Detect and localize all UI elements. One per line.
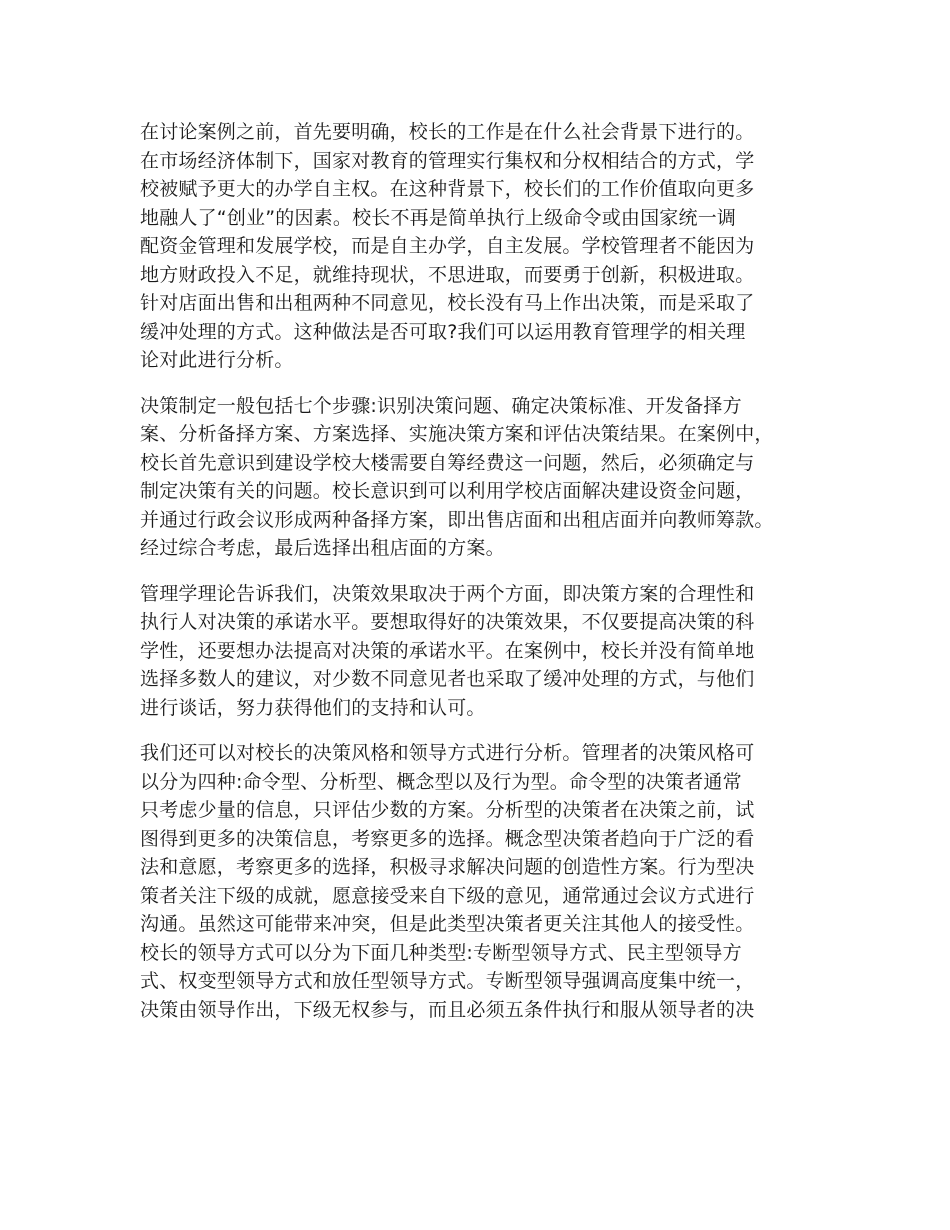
paragraph-decision-steps	[140, 392, 840, 563]
text-line: 制定决策有关的问题。校长意识到可以利用学校店面解决建设资金问题，	[140, 480, 755, 502]
text-line: 执行人对决策的承诺水平。要想取得好的决策效果，不仅要提高决策的科	[140, 611, 755, 633]
text-line: 校长的领导方式可以分为下面几种类型:专断型领导方式、民主型领导方	[140, 941, 742, 964]
text-line: 在市场经济体制下，国家对教育的管理实行集权和分权相结合的方式，学	[140, 149, 755, 172]
paragraph-context	[140, 118, 840, 375]
text-line: 决策由领导作出，下级无权参与，而且必须五条件执行和服从领导者的决	[140, 998, 755, 1021]
text-line: 管理学理论告诉我们，决策效果取决于两个方面，即决策方案的合理性和	[140, 582, 755, 605]
text-line: 地方财政投入不足，就维持现状，不思进取，而要勇于创新，积极进取。	[140, 263, 755, 286]
text-line: 校被赋予更大的办学自主权。在这种背景下，校长们的工作价值取向更多	[140, 178, 755, 200]
paragraph-decision-effect	[140, 580, 840, 723]
text-line: 案、分析备择方案、方案选择、实施决策方案和评估决策结果。在案例中，	[140, 423, 774, 445]
text-line: 策者关注下级的成就，愿意接受来自下级的意见，通常通过会议方式进行	[140, 884, 755, 907]
text-line: 针对店面出售和出租两种不同意见，校长没有马上作出决策，而是采取了	[140, 292, 755, 314]
document-body	[140, 118, 840, 1041]
text-line: 图得到更多的决策信息，考察更多的选择。概念型决策者趋向于广泛的看	[140, 827, 755, 850]
text-line: 论对此进行分析。	[140, 349, 294, 371]
text-line: 进行谈话，努力获得他们的支持和认可。	[140, 696, 486, 719]
text-line: 学性，还要想办法提高对决策的承诺水平。在案例中，校长并没有简单地	[140, 639, 755, 662]
text-line: 我们还可以对校长的决策风格和领导方式进行分析。管理者的决策风格可	[140, 742, 755, 764]
text-line: 以分为四种:命令型、分析型、概念型以及行为型。命令型的决策者通常	[140, 770, 742, 793]
text-line: 配资金管理和发展学校，而是自主办学，自主发展。学校管理者不能因为	[140, 235, 755, 257]
text-line: 校长首先意识到建设学校大楼需要自筹经费这一问题，然后，必须确定与	[140, 451, 755, 474]
text-line: 法和意愿，考察更多的选择，积极寻求解决问题的创造性方案。行为型决	[140, 856, 755, 878]
text-line: 选择多数人的建议，对少数不同意见者也采取了缓冲处理的方式，与他们	[140, 668, 755, 690]
paragraph-decision-style	[140, 739, 840, 1024]
text-line: 缓冲处理的方式。这种做法是否可取?我们可以运用教育管理学的相关理	[140, 320, 746, 343]
text-line: 地融人了“创业”的因素。校长不再是简单执行上级命令或由国家统一调	[140, 206, 737, 229]
text-line: 沟通。虽然这可能带来冲突，但是此类型决策者更关注其他人的接受性。	[140, 913, 755, 935]
text-line: 只考虑少量的信息，只评估少数的方案。分析型的决策者在决策之前，试	[140, 799, 755, 821]
text-line: 经过综合考虑，最后选择出租店面的方案。	[140, 537, 505, 559]
text-line: 并通过行政会议形成两种备择方案，即出售店面和出租店面并向教师筹款。	[140, 508, 774, 531]
text-line: 在讨论案例之前，首先要明确，校长的工作是在什么社会背景下进行的。	[140, 121, 755, 143]
text-line: 式、权变型领导方式和放任型领导方式。专断型领导强调高度集中统一，	[140, 970, 755, 992]
text-line: 决策制定一般包括七个步骤:识别决策问题、确定决策标准、开发备择方	[140, 394, 742, 417]
